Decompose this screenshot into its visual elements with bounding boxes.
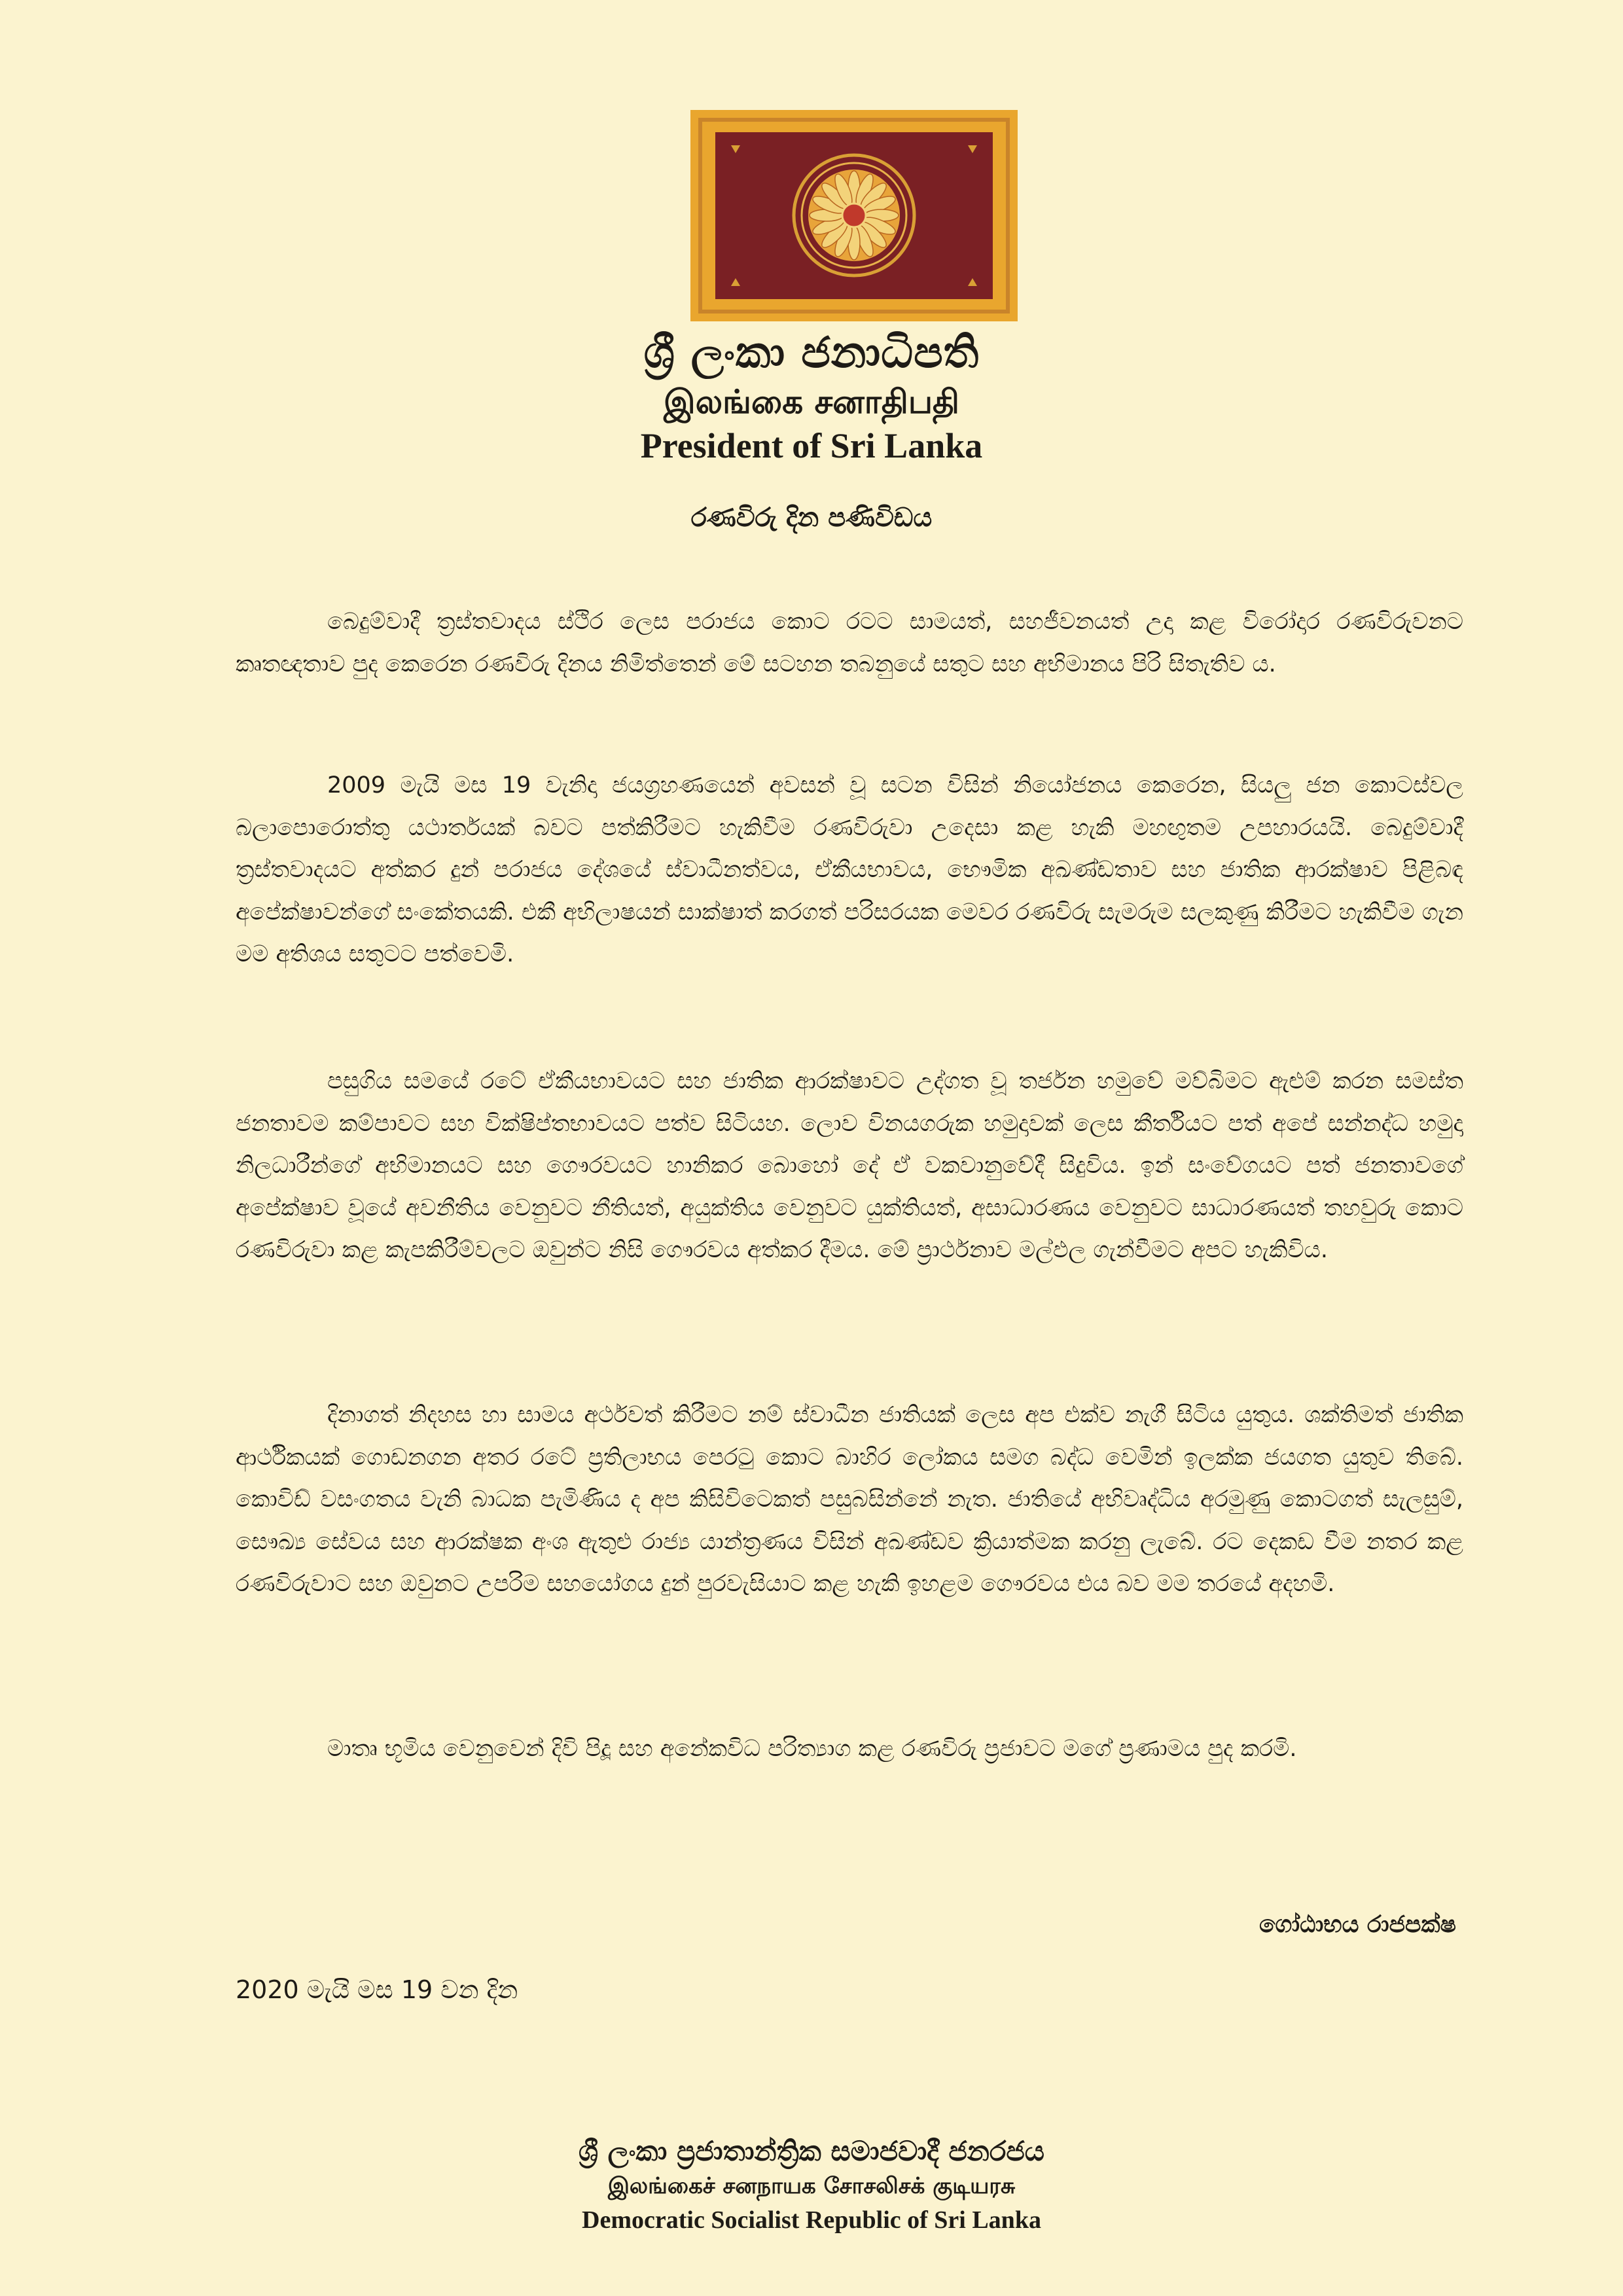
- signatory-name: ගෝඨාභය රාජපක්ෂ: [1258, 1911, 1456, 1938]
- letter-date: 2020 මැයි මස 19 වන දින: [236, 1975, 518, 2004]
- body-paragraph-3: පසුගිය සමයේ රටේ ඒකීයභාවයට සහ ජාතික ආරක්ෂාවට උද්ගත වූ තර්ජන හමුවේ මව්බිමට ඇළුම් කරන සමස්ත ජනතාවම කම්පාවට සහ වික්ෂිප්තභාවයට පත්ව සිටියහ. ලොව විනයගරුක හමුදාවක් ලෙස කීර්තියට පත් අපේ සන්නද්ධ හමුදා නිලධාරීන්ගේ අභිමානයට සහ ගෞරවයට හානිකර බොහෝ දේ ඒ වකවානුවේදී සිදුවිය. ඉන් සංවේගයට පත් ජනතාවගේ අපේක්ෂාව වූයේ අවනීතිය වෙනුවට නීතියත්, අයුක්තිය වෙනුවට යුක්තියත්, අසාධාරණය වෙනුවට සාධාරණයත් තහවුරු කොට රණවිරුවා කළ කැපකිරීම්වලට ඔවුන්ට නිසි ගෞරවය අත්කර දීමය. මේ ප්‍රාර්ථනාව මල්ඵල ගැන්වීමට අපට හැකිවිය.: [236, 1068, 1463, 1263]
- header-title-tamil: இலங்கை சனாதிபதி: [663, 383, 960, 421]
- message-subject: රණවිරු දින පණිවිඩය: [690, 503, 933, 533]
- header-title-english: President of Sri Lanka: [640, 426, 983, 465]
- body-paragraph-4: දිනාගත් නිදහස හා සාමය අර්ථවත් කිරීමට නම් ස්වාධීන ජාතියක් ලෙස අප එක්ව නැගී සිටිය යුතුය. ශක්තිමත් ජාතික ආර්ථිකයක් ගොඩනගන අතර රටේ ප්‍රතිලාභය පෙරටු කොට බාහිර ලෝකය සමග බද්ධ වෙමින් ඉලක්ක ජයගත යුතුව තිබේ. කොවිඩ් වසංගතය වැනි බාධක පැමිණිය ද අප කිසිවිටෙකත් පසුබසින්නේ නැත. ජාතියේ අභිවෘද්ධිය අරමුණු කොටගත් සැලසුම්, සෞඛ්‍ය සේවය සහ ආරක්ෂක අංශ ඇතුළු රාජ්‍ය යාන්ත්‍රණය විසින් අඛණ්ඩව ක්‍රියාත්මක කරනු ලැබේ. රට දෙකඩ වීම නතර කළ රණවිරුවාට සහ ඔවුනට උපරිම සහයෝගය දුන් පුරවැසියාට කළ හැකි ඉහළම ගෞරවය එය බව මම තරයේ අදහමි.: [236, 1402, 1463, 1597]
- body-paragraph-2: 2009 මැයි මස 19 වැනිදා ජයග්‍රහණයෙන් අවසන් වූ සටන විසින් නියෝජනය කෙරෙන, සියලු ජන කොටස්වල බලාපොරොත්තු යථාර්තයක් බවට පත්කිරීමට හැකිවීම රණවිරුවා උදෙසා කළ හැකි මහඟුතම උපහාරයයි. බෙදුම්වාදී ත්‍රස්තවාදයට අත්කර දුන් පරාජය දේශයේ ස්වාධීනත්වය, ඒකීයභාවය, භෞමික අඛණ්ඩතාව සහ ජාතික ආරක්ෂාව පිළිබඳ අපේක්ෂාවන්ගේ සංකේතයකි. එකී අභිලාෂයන් සාක්ෂාත් කරගත් පරිසරයක මෙවර රණවිරු සැමරුම සලකුණු කිරීමට හැකිවීම ගැන මම අතිශය සතුටට පත්වෙමි.: [236, 772, 1463, 967]
- lotus-emblem-icon: [715, 132, 993, 299]
- flag-field: [715, 132, 993, 299]
- header-title-sinhala: ශ්‍රී ලංකා ජනාධිපති: [643, 327, 980, 378]
- footer-english: Democratic Socialist Republic of Sri Lanka: [582, 2206, 1041, 2234]
- presidential-flag-emblem: [690, 110, 1018, 321]
- body-paragraph-5: මාතෘ භූමිය වෙනුවෙන් දිවි පිදූ සහ අනේකවිධ පරිත්‍යාග කළ රණවිරු ප්‍රජාවට මගේ ප්‍රණාමය පුද කරමි.: [327, 1736, 1297, 1762]
- footer-tamil: இலங்கைச் சனநாயக சோசலிசக் குடியரசு: [607, 2173, 1016, 2199]
- footer-sinhala: ශ්‍රී ලංකා ප්‍රජාතාන්ත්‍රික සමාජවාදී ජනරජය: [579, 2135, 1044, 2167]
- body-paragraph-1: බෙදුම්වාදී ත්‍රස්තවාදය ස්ථිර ලෙස පරාජය කොට රටට සාමයත්, සහජීවනයත් උදා කළ විරෝදාර රණවිරුවනට කෘතඥතාව පුද කෙරෙන රණවිරු දිනය නිමිත්තෙන් මේ සටහන තබනුයේ සතුට සහ අභිමානය පිරි සිතැතිව ය.: [236, 609, 1463, 677]
